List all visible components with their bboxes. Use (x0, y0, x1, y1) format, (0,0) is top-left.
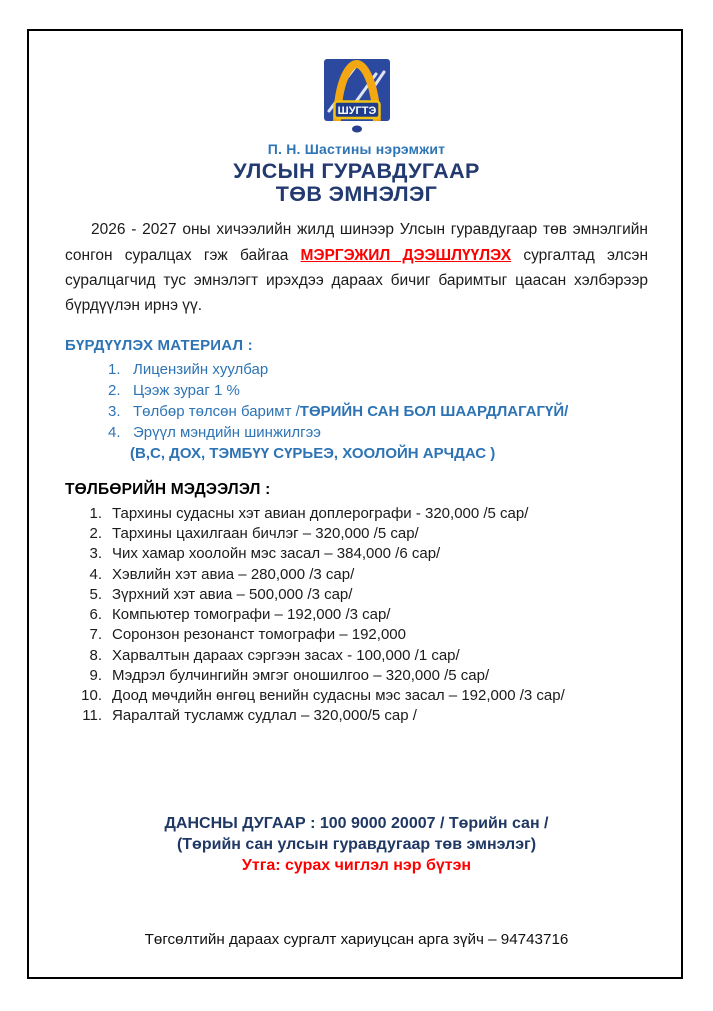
list-item-number: 7. (89, 626, 102, 644)
list-item-note: ТӨРИЙН САН БОЛ ШААРДЛАГАГҮЙ/ (299, 402, 569, 420)
list-item (78, 565, 648, 585)
list-item-text: Яаралтай тусламж судлал – 320,000/5 сар / (112, 707, 417, 725)
list-item-text: Тархины судасны хэт авиан доплерографи - 320,000 /5 сар/ (112, 504, 529, 522)
intro-paragraph (65, 217, 648, 317)
intro-text-after: сургалтад элсэн суралцагчид тус эмнэлэгт ирэхдээ дараах бичиг баримтыг цаасан хэлбэрээр бүрдүүлэн ирнэ үү. (65, 246, 649, 314)
list-item-number: 2. (89, 525, 102, 543)
list-item-number: 1. (108, 360, 121, 378)
list-item (78, 504, 648, 524)
hospital-name (65, 160, 648, 206)
list-item-text: Зүрхний хэт авиа – 500,000 /3 сар/ (112, 585, 353, 603)
list-item-number: 4. (108, 423, 121, 441)
list-item (105, 380, 648, 401)
list-item (105, 422, 648, 443)
payments-list (78, 504, 648, 727)
bank-account-holder: (Төрийн сан улсын гуравдугаар төв эмнэлэг) (176, 835, 537, 853)
list-item-number: 10. (81, 687, 102, 705)
list-item-text: Доод мөчдийн өнгөц венийн судасны мэс засал – 192,000 /3 сар/ (112, 687, 565, 705)
hospital-name-line2: ТӨВ ЭМНЭЛЭГ (275, 182, 438, 207)
list-item-text: Компьютер томографи – 192,000 /3 сар/ (112, 606, 391, 624)
list-item (78, 524, 648, 544)
hospital-logo-icon (321, 59, 393, 135)
materials-list (105, 359, 648, 464)
list-item (78, 666, 648, 686)
list-item-number: 2. (108, 381, 121, 399)
list-item-number: 11. (82, 707, 102, 725)
bank-transfer-note: Утга: сурах чиглэл нэр бүтэн (241, 856, 472, 874)
list-item-number: 4. (89, 565, 102, 583)
list-item-detail: (В,С, ДОХ, ТЭМБҮҮ СҮРЬЕЭ, ХООЛОЙН АРЧДАС ) (130, 444, 496, 462)
materials-heading: БҮРДҮҮЛЭХ МАТЕРИАЛ : (65, 336, 253, 354)
list-item (78, 686, 648, 706)
intro-text-before: 2026 - 2027 оны хичээлийн жилд шинээр Улсын гуравдугаар төв эмнэлгийн сонгон суралцах гэж байгаа (65, 221, 648, 264)
document-page-border (27, 29, 683, 979)
list-item-number: 5. (89, 585, 102, 603)
bank-account-number: ДАНСНЫ ДУГААР : 100 9000 20007 / Төрийн сан / (164, 814, 549, 832)
list-item-number: 8. (89, 646, 102, 664)
list-item-text: Цээж зураг 1 % (133, 381, 240, 399)
list-item (78, 625, 648, 645)
list-item-text: Төлбөр төлсөн баримт /ТӨРИЙН САН БОЛ ШААРДЛАГАГҮЙ/ (133, 402, 569, 420)
list-item-number: 9. (89, 666, 102, 684)
list-item-number: 1. (89, 504, 102, 522)
contact-line: Төгсөлтийн дараах сургалт хариуцсан арга зүйч – 94743716 (144, 930, 569, 948)
list-item (78, 585, 648, 605)
list-item-text: Мэдрэл булчингийн эмгэг оношилгоо – 320,000 /5 сар/ (112, 666, 490, 684)
list-item-number: 6. (89, 606, 102, 624)
list-item (105, 401, 648, 422)
list-item-text: Эрүүл мэндийн шинжилгээ (133, 423, 321, 441)
list-item-text: Соронзон резонанст томографи – 192,000 (112, 626, 406, 644)
payments-heading: ТӨЛБӨРИЙН МЭДЭЭЛЭЛ : (65, 480, 271, 498)
list-item-text: Хэвлийн хэт авиа – 280,000 /3 сар/ (112, 565, 355, 583)
list-item-text: Чих хамар хоолойн мэс засал – 384,000 /6 сар/ (112, 545, 441, 563)
list-item (105, 359, 648, 380)
hospital-name-line1: УЛСЫН ГУРАВДУГААР (233, 159, 480, 183)
document-content (29, 31, 681, 948)
hospital-affiliation: П. Н. Шастины нэрэмжит (267, 141, 446, 157)
list-item-text: Тархины цахилгаан бичлэг – 320,000 /5 сар/ (112, 525, 419, 543)
logo-badge-text: ШУГТЭ (337, 105, 376, 117)
hospital-logo (65, 59, 648, 135)
list-item (78, 544, 648, 564)
list-item-text: Лицензийн хуулбар (133, 360, 269, 378)
list-item (78, 605, 648, 625)
list-item (78, 646, 648, 666)
list-item (78, 706, 648, 726)
list-item-number: 3. (108, 402, 121, 420)
intro-highlight: МЭРГЭЖИЛ ДЭЭШЛҮҮЛЭХ (300, 246, 512, 264)
list-item-number: 3. (89, 545, 102, 563)
bank-account-block (65, 813, 648, 876)
list-item-text: Харвалтын дараах сэргээн засах - 100,000 /1 сар/ (112, 646, 460, 664)
